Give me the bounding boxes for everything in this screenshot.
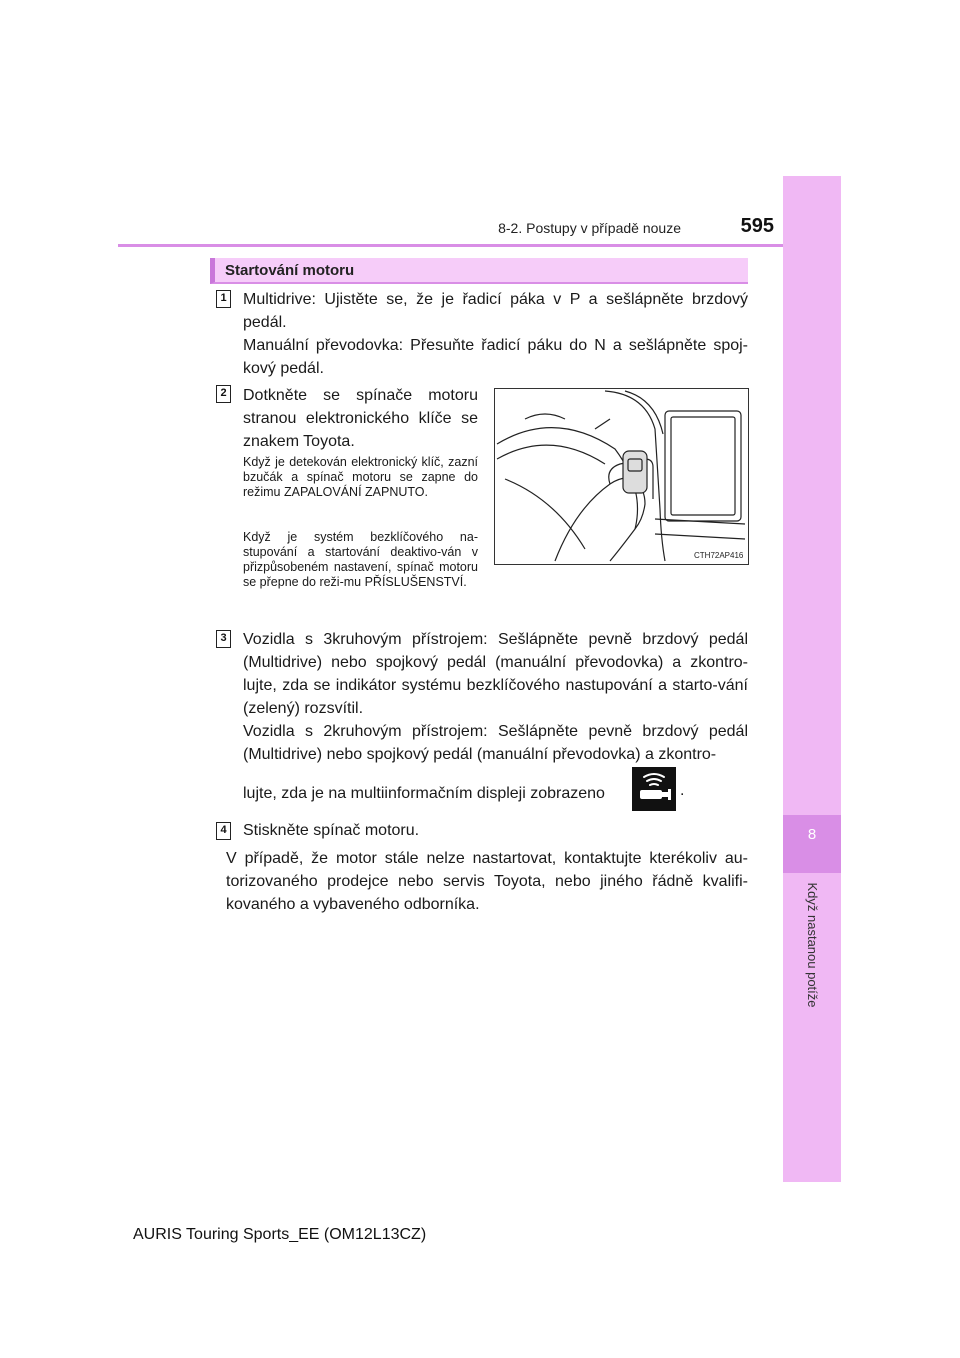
- step-3-text: [243, 628, 748, 766]
- step-number-1: 1: [216, 290, 231, 308]
- step-1-line-2: Manuální převodovka: Přesuňte řadicí páku do N a sešlápněte spoj-kový pedál.: [243, 337, 748, 377]
- step-4-text: Stiskněte spínač motoru.: [243, 822, 420, 839]
- step-number-4: 4: [216, 822, 231, 840]
- step-number-2: 2: [216, 385, 231, 403]
- chapter-title: Když nastanou potíže: [805, 882, 820, 1008]
- step-number-3: 3: [216, 630, 231, 648]
- step-3-paragraph-a: Vozidla s 3kruhovým přístrojem: Sešlápněte pevně brzdový pedál (Multidrive) nebo spojkový pedál (manuální převodovka) a zkontro-lujte, zda se indikátor systému bezklíčového nastupování a starto-vání (zelený) rozsvítil.: [243, 631, 748, 717]
- footer-model: AURIS Touring Sports_EE (OM12L13CZ): [133, 1226, 427, 1243]
- section-title: 8-2. Postupy v případě nouze: [498, 220, 681, 236]
- step-3-paragraph-c: lujte, zda je na multiinformačním displeji zobrazeno: [243, 785, 605, 802]
- page-heading: Startování motoru: [225, 262, 355, 279]
- engine-switch-illustration: [494, 388, 749, 565]
- page-number: 595: [740, 215, 774, 237]
- chapter-number: 8: [807, 826, 817, 843]
- header-divider: [118, 244, 783, 247]
- step-3-paragraph-b: Vozidla s 2kruhovým přístrojem: Sešlápněte pevně brzdový pedál (Multidrive) nebo spojkový pedál (manuální převodovka) a zkontro-: [243, 723, 748, 763]
- chapter-side-tab: [783, 176, 841, 1182]
- figure-code: CTH72AP416: [694, 551, 744, 560]
- keyless-start-indicator-icon: [632, 767, 676, 811]
- step-2-text: Dotkněte se spínače motoru stranou elektronického klíče se znakem Toyota.: [243, 387, 478, 450]
- step-1-text: [243, 288, 748, 380]
- chapter-number-box: [783, 815, 841, 873]
- hand-key-icon: [495, 389, 747, 563]
- closing-paragraph: V případě, že motor stále nelze nastartovat, kontaktujte kterékoliv au-torizovaného prodejce nebo servis Toyota, nebo jiného řádně kvalifi-kovaného a vybaveného odborníka.: [226, 850, 748, 913]
- step-3-end: .: [680, 782, 685, 799]
- step-2-note-2: Když je systém bezklíčového na-stupování a startování deaktivo-ván v přizpůsobeném nastavení, spínač motoru se přepne do reži-mu PŘÍSLUŠENSTVÍ.: [243, 530, 478, 589]
- step-1-line-1: Multidrive: Ujistěte se, že je řadicí páka v P a sešlápněte brzdový pedál.: [243, 291, 748, 331]
- step-2-note-1: Když je detekován elektronický klíč, zazní bzučák a spínač motoru se zapne do režimu ZAPALOVÁNÍ ZAPNUTO.: [243, 455, 478, 499]
